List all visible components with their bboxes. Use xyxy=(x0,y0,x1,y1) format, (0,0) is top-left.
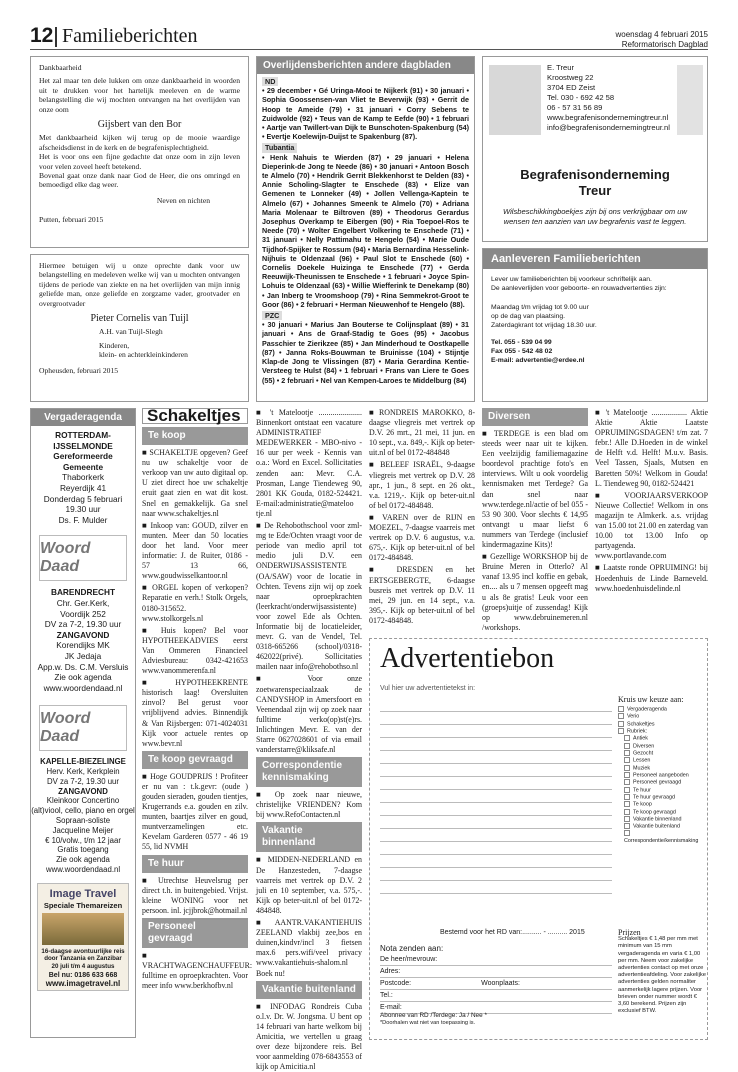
travel-dates: 20 juli t/m 4 augustus xyxy=(51,963,115,971)
checkbox[interactable] xyxy=(624,787,630,793)
classifieds-column-2 xyxy=(256,408,362,1072)
agenda-line[interactable]: www.woordendaad.nl xyxy=(45,865,121,875)
agenda-line: App.w. Ds. C.M. Versluis xyxy=(37,661,129,672)
image-travel-ad xyxy=(37,883,129,991)
section-te-huur: Te huur xyxy=(142,855,248,873)
option-label: Rubriek: xyxy=(627,728,648,735)
obituaries-other-papers xyxy=(256,56,475,402)
classified-ad: ■ Hoge GOUDPRIJS ! Profiteer er nu van : t.k.gevr: (oude ) gouden sieraden, gouden tientjes, Krugerrands e.a. gouden en zilv. munten, baartjes zilver en goud, muntverzamelingen etc. Kevelam Garderen 0577 - 46 19 55, lid NVMH xyxy=(142,771,248,852)
section-title: Familieberichten xyxy=(62,25,198,47)
agenda-line: Reyerdijk 41 xyxy=(59,482,107,493)
travel-brand: Image Travel xyxy=(49,887,117,900)
notice-body: Het zal maar ten dele lukken om onze dankbaarheid in woorden uit te drukken voor het hartelijk meeleven en de warme belangstelling die wij mochten ontvangen na het overlijden van onze oom xyxy=(39,76,240,114)
director-title: Begrafenisonderneming Treur xyxy=(520,167,670,198)
classified-ad: ■ Huis kopen? Bel voor HYPOTHEEKADVIES eerst Van Ommeren Financieel Adviesbureau: 0342-421653 www.vanommerenfa.nl xyxy=(142,625,248,676)
postcode-field[interactable] xyxy=(380,978,612,990)
classified-ad: ■ VAREN over de RIJN en MOEZEL, 7-daagse vaarreis met vertrek op D.V. 6 augustus, v.a. 675,-. Kijk op beter-uit.nl of bel 0172-484848. xyxy=(369,512,475,563)
city-label: Woonplaats: xyxy=(481,980,520,987)
agenda-entry-3 xyxy=(31,757,135,875)
agenda-line: KAPELLE-BIEZELINGE xyxy=(40,757,126,767)
classified-ad: ■ Op zoek naar nieuwe, christelijke VRIENDEN? Kom bij www.RefoContacten.nl xyxy=(256,790,362,820)
section-correspondentie: Correspondentie kennismaking xyxy=(256,757,362,787)
agenda-line: DV za 7-2, 19.30 uur xyxy=(44,619,122,630)
delivery-line-5: Zaterdagkrant tot vrijdag 18.30 uur. xyxy=(491,322,597,329)
option-label: Te koop xyxy=(633,801,652,808)
delivery-fax: Fax 055 - 542 48 02 xyxy=(491,348,553,355)
name-label: De heer/mevrouw: xyxy=(380,956,438,963)
checkbox[interactable] xyxy=(618,706,624,712)
agenda-line: Voordijk 252 xyxy=(60,608,106,619)
phone-field[interactable] xyxy=(380,990,612,1002)
checkbox[interactable] xyxy=(624,750,630,756)
agenda-line: Sopraan-soliste xyxy=(55,816,111,826)
category-option[interactable] xyxy=(618,830,704,844)
subscriber-info xyxy=(380,1013,612,1027)
checkbox[interactable] xyxy=(624,735,630,741)
thank-you-notice-2 xyxy=(30,254,249,402)
classified-ad: ■ RONDREIS MAROKKO, 8-daagse vliegreis met vertrek op D.V. 26 mrt., 21 mei, 11 jun. en 10 sept., v.a. 849,-. Kijk op beter-uit.nl of bel 0172-484848 xyxy=(369,408,475,458)
checkbox[interactable] xyxy=(624,772,630,778)
checkbox[interactable] xyxy=(624,801,630,807)
classified-ad: ■ ORGEL kopen of verkopen? Reparatie en verh.! Stolk Orgels, 0180-315652. www.stolkorgels.nl xyxy=(142,583,248,623)
classified-ad: ■ AANTR.VAKANTIEHUIS ZEELAND vlakbij zee,bos en duinen,kindvr/incl 3 fietsen max.6 pers.wifi/veel privacy www.vakantiehuis-shalom.nl Boek nu! xyxy=(256,918,362,978)
paper-label-pzc: PZC xyxy=(262,311,282,320)
category-option[interactable] xyxy=(618,743,704,750)
agenda-line: ZANGAVOND xyxy=(58,786,108,796)
travel-subtitle: Speciale Themareizen xyxy=(43,900,123,910)
classified-ad: ■ HYPOTHEEKRENTE historisch laag! Oversluiten zinvol? Bel gerust voor vrijblijvend advies. Binnendijk & Van Rijsbergen: 071-4024031 Kijk voor actuele rentes op www.bevr.nl xyxy=(142,678,248,748)
woord-daad-logo: Woord Daad xyxy=(39,535,127,581)
option-label: Schakeltjes xyxy=(627,720,655,727)
header-date xyxy=(615,30,708,50)
obituaries-pzc: • 30 januari • Marius Jan Bouterse te Colijnsplaat (89) • 31 januari • Ans de Graaf-Stadig te Goes (95) • Jacobus Passchier te Zierikzee (85) • Jan Minderhoud te Oostkapelle (87) • Janna Roks-Bouwman te Bruinisse (104) • Stijntje Klap-de Jong te Vlissingen (87) • Maria Gerardina Kentie-Versteeg te Hulst (84) • 1 februari • Frans van Liere te Goes (55) • 2 februari • Nel van Kempen-Laroes te Middelburg (84) xyxy=(262,320,469,385)
classified-ad: ■ INFODAG Rondreis Cuba o.l.v. Dr. W. Jongsma. U bent op 14 februari van harte welkom bij Amicitia, we vertellen u graag over deze bijzondere reis. Bel voor aanmelding 078-6843553 of kijk op Amicitia.nl xyxy=(256,1001,362,1072)
agenda-line: Gereformeerde Gemeente xyxy=(53,451,113,472)
category-option[interactable] xyxy=(618,728,704,735)
billing-heading: Nota zenden aan: xyxy=(380,944,444,953)
checkbox[interactable] xyxy=(624,794,630,800)
option-label: Vergaderagenda xyxy=(627,706,667,713)
postcode-label: Postcode: xyxy=(380,980,412,987)
checkbox[interactable] xyxy=(618,721,624,727)
classified-ad: ■ TERDEGE is een blad om steeds weer naar uit te kijken. Een veelzijdig familiemagazine boordevol prachtige foto's en interviews. Wilt u ook voordelig kennismaken met Terdege? Ga dan snel naar www.terdege.nl/actie of bel 055 - 53 90 300. Voor slechts € 14,95 ontvangt u maar liefst 6 nummers van Terdege (inclusief kindermagazine Kits)! xyxy=(482,429,588,550)
woord-daad-logo-2: Woord Daad xyxy=(39,705,127,751)
category-option[interactable] xyxy=(618,713,704,720)
agenda-line: BARENDRECHT xyxy=(50,587,116,598)
classified-ad: ■ Gezellige WORKSHOP bij de Bruine Meren in Otterlo? Al vanaf 13.95 incl koffie en gebak, en.... als u 7 mensen opgeeft mag u als 8e gratis! Leuk voor een (groeps)uitje of zussendag! Kijk op www.debruinemeren.nl /workshops. xyxy=(482,552,588,632)
category-option[interactable] xyxy=(618,772,704,779)
checkbox[interactable] xyxy=(624,743,630,749)
director-photo-2 xyxy=(677,65,703,135)
agenda-line: ZANGAVOND xyxy=(56,629,110,640)
section-personeel: Personeel gevraagd xyxy=(142,918,248,948)
obituaries-heading: Overlijdensberichten andere dagbladen xyxy=(257,57,474,74)
classified-ad: ■ MIDDEN-NEDERLAND en De Hanzesteden, 7-daagse vaarreis met vertrek op D.V. 2 juli en 10 september, v.a. 575,-. Kijk op beter-uit.nl of bel 0172-484848. xyxy=(256,855,362,915)
notice-body: Hiermee betuigen wij u onze oprechte dank voor uw belangstelling en medeleven welke wij van u mochten ontvangen tijdens de periode van ziekte en na het overlijden van mijn innig geliefde man, onze geliefde en zorgzame vader, grootvader en overgrootvader xyxy=(39,261,240,308)
name-field[interactable] xyxy=(380,954,612,966)
option-label: Diversen xyxy=(633,742,655,749)
checkbox[interactable] xyxy=(624,779,630,785)
director-slogan: Wilsbeschikkingboekjes zijn bij ons verkrijgbaar om uw wensen ten aanzien van uw begrafenis vast te leggen. xyxy=(503,207,687,226)
option-label: Personeel gevraagd xyxy=(633,779,682,786)
agenda-heading: Vergaderagenda xyxy=(31,409,135,426)
director-postcode: 3704 ED Zeist xyxy=(547,83,596,92)
thank-you-notice-1 xyxy=(30,56,249,248)
agenda-line: Zie ook agenda xyxy=(54,672,112,683)
agenda-line[interactable]: www.woordendaad.nl xyxy=(43,682,123,693)
date-text: woensdag 4 februari 2015 xyxy=(615,30,708,39)
agenda-line: 19.30 uur xyxy=(65,504,101,515)
category-option[interactable] xyxy=(618,779,704,786)
classified-ad: ■ SCHAKELTJE opgeven? Geef nu uw schakeltje voor de verkoop van uw auto digitaal op. U ziet direct hoe uw schakeltje eruit gaat zien en wat dit kost. Snel en gemakkelijk. Ga snel naar www.schakeltjes.nl xyxy=(142,448,248,518)
notice-body-2: Met dankbaarheid kijken wij terug op de mooie waardige afscheidsdienst in de kerk en de begrafenisplechtigheid. Het is voor ons een fijne gedachte dat onze oom in zijn leven voor velen zoveel heeft betekend. Bovenal gaat onze dank naar God de Heer, die ons omringd en bemoedigd elke dag weer. xyxy=(39,133,240,190)
obituaries-nd: • 29 december • Gé Uringa-Mooi te Nijkerk (91) • 30 januari • Sophia Goossensen-van Vliet te Beverwijk (93) • Gerrit de Hoop te Ameide (79) • 31 januari • Corry Sebens te Zuidwolde (92) • Teus van de Kamp te Eefde (90) • 1 februari • Aartje van Twillert-van Dijk te Bunschoten-Spakenburg (54) • Evertje Koelewijn-Duijst te Spakenburg (87). xyxy=(262,86,469,142)
email-label: E-mail: xyxy=(380,1004,402,1011)
classifieds-column-1 xyxy=(142,406,253,1038)
checkbox[interactable] xyxy=(618,728,624,734)
agenda-line: ROTTERDAM-IJSSELMONDE xyxy=(53,430,113,451)
travel-promo: 16-daagse avontuurlijke reis door Tanzania en Zanzibar xyxy=(41,947,125,963)
director-photo xyxy=(489,65,541,135)
director-mobile: 06 - 57 31 56 89 xyxy=(547,103,603,112)
section-te-koop-gevraagd: Te koop gevraagd xyxy=(142,751,248,769)
agenda-line: Kleinkoor Concertino xyxy=(46,796,120,806)
agenda-line: Zie ook agenda xyxy=(56,855,110,865)
obituaries-tubantia: • Henk Nahuis te Wierden (87) • 29 januari • Helena Dieperink-de Jong te Neede (86) • 30 januari • Antoon Bosch te Almelo (70) • Hendrik Gerrit Blekkenhorst te Delden (83) • Annie Scholing-Slagter te Enschede (83) • Elize van Gemenen te Lonneker (49) • Jollen Vellenga-Kaptein te Almelo (67) • Johannes Smeenk te Almelo (70) • Adriana Maria Molenaar te Biltroven (89) • Theodorus Gerardus Josephus Overkamp te Eibergen (90) • Ria Toepoel-Ros te Neede (70) • Wolter Engelbert Volkering te Enschede (71) • 31 januari • Nelly Pattimahu te Hengelo (54) • Marie Oude Tijdhof-Spijker te Rossum (94) • Maria Bernardina Hesselink-Nijhuis te Oldenzaal (96) • Paul Slot te Enschede (60) • Cornelis Doekele Huizinga te Enschede (77) • Gerda Reeuwijk-Theunissen te Enschede • 1 februari • Joyce Spin-Lohuis te Oldenzaal (63) • Willie Wiefferink te Denekamp (80) • Jan Inberg te Vroomshoop (79) • Rina Semmekrot-Groot te Goor (86) • 2 februari • Herman Nieuwenhof te Hengelo (88). xyxy=(262,152,469,309)
delivery-email[interactable]: E-mail: advertentie@erdee.nl xyxy=(491,357,585,364)
agenda-line: (alt)viool, cello, piano en orgel xyxy=(31,806,135,816)
option-label: Te koop gevraagd xyxy=(633,808,676,815)
option-label: Gezocht xyxy=(633,750,654,757)
checkbox[interactable] xyxy=(624,809,630,815)
category-option[interactable] xyxy=(618,750,704,757)
option-label: Correspondentie/kennismaking xyxy=(624,837,699,844)
address-label: Adres: xyxy=(380,968,401,975)
agenda-line: € 10/volw., t/m 12 jaar xyxy=(45,835,121,845)
address-field[interactable] xyxy=(380,966,612,978)
notice-family-2: klein- en achterkleinkinderen xyxy=(99,350,188,360)
classified-ad: ■ De Rehobothschool voor zml-mg te Ede/Ochten vraagt voor de periode van medio april tot medio juli D.V. een ONDERWIJSASSISTENTE (OA/SAW) voor de locatie in Ochten. Tevens zijn wij op zoek naar oproepkrachten (leerkracht/onderwijsassistente) voor zowel Ede als Ochten. Informatie bij de locatieleider, mevr. G. van de Vendel, Tel. 0318-665266 (school)/0318-462022(privé). Sollicitaties mailen naar info@rehobothso.nl xyxy=(256,521,362,672)
notice-signature: A.H. van Tuijl-Slegh xyxy=(99,327,163,337)
agenda-line: JK Jedaja xyxy=(64,650,102,661)
option-label: Personeel aangeboden xyxy=(633,772,689,779)
billing-fields xyxy=(380,943,612,1014)
for-date-line: Bestemd voor het RD van:.......... - .......... 2015 xyxy=(440,929,585,936)
agenda-entry-1 xyxy=(31,426,135,529)
category-option[interactable] xyxy=(618,816,704,823)
deceased-name: Gijsbert van den Bor xyxy=(97,119,182,131)
director-website[interactable]: www.begrafenisondernemingtreur.nl xyxy=(547,113,669,122)
delivery-line-1: Lever uw familieberichten bij voorkeur schriftelijk aan. xyxy=(491,276,652,283)
classifieds-column-5 xyxy=(595,408,708,636)
travel-photo xyxy=(42,913,124,945)
category-option[interactable] xyxy=(618,823,704,830)
delivery-phone: Tel. 055 - 539 04 99 xyxy=(491,339,552,346)
delivery-line-3: Maandag t/m vrijdag tot 9.00 uur xyxy=(491,304,589,311)
agenda-line: DV za 7-2, 19.30 uur xyxy=(47,776,119,786)
classifieds-column-4 xyxy=(482,408,588,636)
notice-place: Opheusden, februari 2015 xyxy=(39,365,119,375)
classified-ad: ■ 't Matelootje ...................... Binnenkort ontstaat een vacature ADMINISTRATIEF MEDEWERKER - MBO-nivo - 16 uur per week - Kennis van o.a.: Word en Excel. Sollicitaties zenden aan: Mevr. C.A. Prosman, Lange Tiendeweg 90, 2801 KK Gouda, 0182-524421. E-mail:administratie@mateloo tje.nl xyxy=(256,408,362,518)
agenda-line: Ds. F. Mulder xyxy=(58,514,108,525)
classified-ad: ■ VRACHTWAGENCHAUFFEUR: fulltime en oproepkrachten. Voor meer info www.berkhofbv.nl xyxy=(142,950,253,991)
form-title: Advertentiebon xyxy=(380,643,555,674)
deceased-name: Pieter Cornelis van Tuijl xyxy=(90,313,189,325)
delivery-line-4: op de dag van plaatsing. xyxy=(491,313,566,320)
section-vakantie-buitenland: Vakantie buitenland xyxy=(256,981,362,999)
form-instruction: Vul hier uw advertentietekst in: xyxy=(380,685,476,692)
classified-ad: ■ Utrechtse Heuvelsrug per direct t.h. in buitengebied. Vrijst. kleine WONING voor net persoon. inl. jcjjbrok@hotmail.nl xyxy=(142,875,248,915)
category-option[interactable] xyxy=(618,809,704,816)
travel-website[interactable]: www.imagetravel.nl xyxy=(45,979,121,989)
pricing-info xyxy=(618,928,706,1015)
notice-heading: Dankbaarheid xyxy=(39,63,82,72)
checkbox[interactable] xyxy=(618,713,624,719)
section-vakantie-binnenland: Vakantie binnenland xyxy=(256,822,362,852)
agenda-line: Thaborkerk xyxy=(62,472,104,483)
paper-label-nd: ND xyxy=(262,77,278,86)
classified-ad: ■ Laatste ronde OPRUIMING! bij Hoedenhuis de Linde Barneveld. www.hoedenhuisdelinde.nl xyxy=(595,563,708,593)
agenda-line: Donderdag 5 februari xyxy=(43,493,123,504)
checkbox[interactable] xyxy=(624,830,630,836)
section-te-koop: Te koop xyxy=(142,427,248,445)
agenda-line: Herv. Kerk, Kerkplein xyxy=(46,767,120,777)
agenda-line: Korendijks MK xyxy=(56,640,110,651)
classified-ad: ■ 't Matelootje .................. Aktie Aktie Aktie Laatste OPRUIMINGSDAGEN! t/m zat. 7 febr.! Alle D.Hoeden in de winkel de Helft v.d. Helft! M.u.v. Basis. Veel Tassen, Sjaals, Mutsen en Baretten 50%! Welkom in Gouda! L. Tiendeweg 90, 0182-524421 xyxy=(595,408,708,488)
classified-ad: ■ VOORJAARSVERKOOP Nieuwe Collectie! Welkom in ons magazijn te Almkerk. a.s. vrijdag van 15.00 tot 21.00 en zaterdag van 10.00 tot 13.00 Info op partyagenda. www.portlavande.com xyxy=(595,490,708,561)
checkbox[interactable] xyxy=(624,816,630,822)
phone-label: Tel.: xyxy=(380,992,393,999)
director-name: E. Treur xyxy=(547,63,575,72)
option-label: Muziek xyxy=(633,764,651,771)
meeting-agenda xyxy=(30,408,136,1038)
option-label: Vakantie binnenland xyxy=(633,816,682,823)
paper-label-tubantia: Tubantia xyxy=(262,143,297,152)
director-address: Kroostweg 22 xyxy=(547,73,594,82)
category-option[interactable] xyxy=(618,801,704,808)
header-divider xyxy=(55,27,57,47)
ad-order-form xyxy=(369,638,708,1040)
category-option[interactable] xyxy=(618,794,704,801)
classified-ad: ■ Voor onze zoetwarenspeciaalzaak de CANDYSHOP in Amersfoort en Veenendaal zijn wij op zoek naar fulltime verko(op)st(e)rs. Inlichtingen Mevr. E. van der Starre 0627028601 of via email vanderstarre@kliksafe.nl xyxy=(256,674,362,755)
delivery-line-2: De aanleverlijden voor geboorte- en rouwadvertenties zijn: xyxy=(491,285,667,292)
option-label: Te huur xyxy=(633,786,651,793)
category-option[interactable] xyxy=(618,787,704,794)
classifieds-column-3 xyxy=(369,408,475,636)
pricing-text: Schakeltjes € 1,48 per mm met minimum van 15 mm vergaderagenda en varia € 1,00 per mm. Neem voor zakelijke advertenties contact op met onze advertentieafdeling. Voor zakelijke advertenties gelden normaliter aanmerkelijk lagere prijzen. Voor brieven onder nummer wordt € 3,60 berekend. Prijzen zijn exclusief BTW. xyxy=(618,936,706,1015)
options-list xyxy=(618,706,704,845)
travel-phone: Bel nu: 0186 633 668 xyxy=(48,972,118,980)
checkbox[interactable] xyxy=(624,765,630,771)
option-label: Lessen xyxy=(633,757,651,764)
option-label: Verio xyxy=(627,713,640,720)
subscriber-question: Abonnee van RD /Terdege: Ja / Nee * xyxy=(380,1012,487,1019)
classified-ad: ■ Inkoop van: GOUD, zilver en munten. Meer dan 50 locaties door het land. Voor meer informatie: J. de Ruiter, 0186 - 57 13 66, www.goudwisselkantoor.nl xyxy=(142,520,248,581)
section-diversen: Diversen xyxy=(482,408,588,426)
option-label: Antiek xyxy=(633,735,648,742)
agenda-line: Chr. Ger.Kerk, xyxy=(56,597,110,608)
agenda-entry-2 xyxy=(31,587,135,693)
category-option[interactable] xyxy=(618,757,704,764)
category-option[interactable] xyxy=(618,765,704,772)
agenda-line: Gratis toegang xyxy=(57,845,109,855)
classified-ad: ■ DRESDEN en het ERTSGEBERGTE, 6-daagse busreis met vertrek op D.V. 11 mei, 29 jun. en 14 sept., v.a. 395,-. Kijk op beter-uit.nl of bel 0172-484848. xyxy=(369,565,475,625)
option-label: Te huur gevraagd xyxy=(633,794,675,801)
checkbox[interactable] xyxy=(624,757,630,763)
director-phone: Tel. 030 - 692 42 58 xyxy=(547,93,615,102)
notice-family: Kinderen, xyxy=(99,340,130,350)
subscriber-note: *Doorhalen wat niet van toepassing is. xyxy=(380,1019,476,1026)
ad-text-lines[interactable] xyxy=(380,699,612,894)
page-number: 12 xyxy=(30,24,54,47)
classifieds-title: Schakeltjes xyxy=(142,408,248,424)
director-email[interactable]: info@begrafenisondernemingtreur.nl xyxy=(547,123,670,132)
delivery-info-box xyxy=(482,248,708,402)
delivery-heading: Aanleveren Familieberichten xyxy=(483,249,707,269)
notice-signature: Neven en nichten xyxy=(156,195,210,205)
funeral-director-ad xyxy=(482,56,708,242)
paper-name: Reformatorisch Dagblad xyxy=(621,40,708,49)
category-option[interactable] xyxy=(618,721,704,728)
category-option[interactable] xyxy=(618,735,704,742)
option-label: Vakantie buitenland xyxy=(633,823,680,830)
notice-place: Putten, februari 2015 xyxy=(39,215,104,225)
category-option[interactable] xyxy=(618,706,704,713)
category-options xyxy=(618,697,704,845)
header-rule xyxy=(30,49,708,50)
agenda-line: Jacqueline Meijer xyxy=(52,825,114,835)
checkbox[interactable] xyxy=(624,823,630,829)
classified-ad: ■ BELEEF ISRAËL, 9-daagse vliegreis met vertrek op D.V. 28 apr., 1 jun., 8 sept. en 26 okt., v.a. 1219,-. Kijk op beter-uit.nl of bel 0172-484848. xyxy=(369,460,475,510)
options-heading: Kruis uw keuze aan: xyxy=(618,695,684,704)
pricing-heading: Prijzen xyxy=(618,928,641,937)
